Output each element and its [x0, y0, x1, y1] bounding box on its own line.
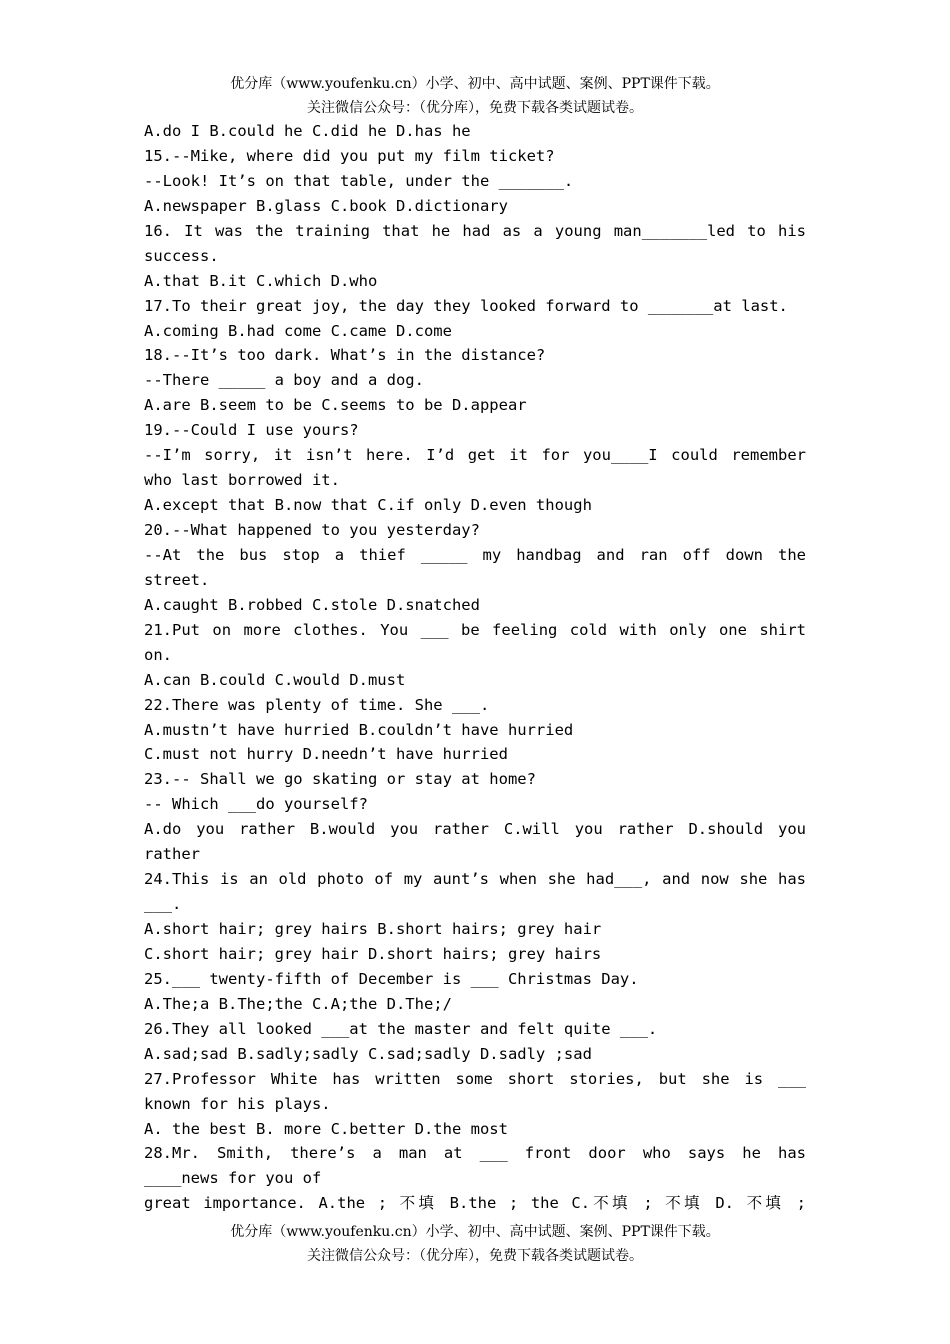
- text-line: A.can B.could C.would D.must: [144, 670, 406, 689]
- page-header: [0, 72, 950, 120]
- text-line: 21.Put on more clothes. You ___ be feeling cold with only one shirt: [144, 620, 806, 639]
- text-line: 16. It was the training that he had as a young man_______led to his: [144, 221, 806, 240]
- text-line: C.must not hurry D.needn’t have hurried: [144, 745, 508, 764]
- text-line: on.: [144, 645, 172, 664]
- text-line: --I’m sorry, it isn’t here. I’d get it for you____I could remember: [144, 446, 806, 465]
- text-line: A.mustn’t have hurried B.couldn’t have hurried: [144, 720, 574, 739]
- header-wechat-line: 关注微信公众号：（优分库），免费下载各类试题试卷。: [307, 100, 643, 116]
- text-line: A.do I B.could he C.did he D.has he: [144, 122, 471, 140]
- text-line: success.: [144, 246, 219, 265]
- text-line: A.short hair; grey hairs B.short hairs; grey hair: [144, 920, 602, 938]
- text-line: 17.To their great joy, the day they looked forward to _______at last.: [144, 296, 788, 315]
- text-line: A.caught B.robbed C.stole D.snatched: [144, 595, 480, 614]
- text-line: ____news for you of: [144, 1169, 322, 1188]
- text-line: A. the best B. more C.better D.the most: [144, 1119, 508, 1138]
- text-line: A.except that B.now that C.if only D.even though: [144, 496, 592, 515]
- text-line: known for his plays.: [144, 1094, 331, 1113]
- text-line: --There _____ a boy and a dog.: [144, 371, 424, 390]
- text-line: 23.-- Shall we go skating or stay at home?: [144, 770, 536, 789]
- text-line: 15.--Mike, where did you put my film ticket?: [144, 146, 555, 165]
- text-line: 28.Mr. Smith, there’s a man at ___ front door who says he has: [144, 1144, 806, 1163]
- footer-site-line: 优分库（www.youfenku.cn）小学、初中、高中试题、案例、PPT课件下载。: [230, 1224, 720, 1240]
- document-body: [144, 119, 806, 1216]
- text-line: great importance. A.the ; 不填 B.the ; the C.不填 ; 不填 D. 不填 ;: [144, 1194, 806, 1213]
- text-line: 18.--It’s too dark. What’s in the distance?: [144, 346, 546, 365]
- text-line: C.short hair; grey hair D.short hairs; grey hairs: [144, 944, 602, 963]
- text-line: A.newspaper B.glass C.book D.dictionary: [144, 196, 508, 215]
- text-line: A.sad;sad B.sadly;sadly C.sad;sadly D.sadly ;sad: [144, 1044, 592, 1063]
- text-line: 20.--What happened to you yesterday?: [144, 521, 480, 539]
- header-site-line: 优分库（www.youfenku.cn）小学、初中、高中试题、案例、PPT课件下载。: [230, 76, 720, 92]
- footer-wechat-line: 关注微信公众号：（优分库），免费下载各类试题试卷。: [307, 1248, 643, 1264]
- text-line: A.do you rather B.would you rather C.will you rather D.should you: [144, 820, 806, 839]
- text-line: 27.Professor White has written some short stories, but she is ___: [144, 1069, 806, 1088]
- text-line: A.that B.it C.which D.who: [144, 271, 378, 290]
- text-line: who last borrowed it.: [144, 471, 340, 490]
- text-line: 19.--Could I use yours?: [144, 421, 359, 440]
- text-line: --Look! It’s on that table, under the _______.: [144, 171, 574, 190]
- text-line: 22.There was plenty of time. She ___.: [144, 695, 490, 714]
- text-line: 26.They all looked ___at the master and felt quite ___.: [144, 1019, 658, 1038]
- text-line: A.The;a B.The;the C.A;the D.The;/: [144, 994, 452, 1013]
- text-line: 25.___ twenty-fifth of December is ___ Christmas Day.: [144, 969, 639, 988]
- text-line: street.: [144, 570, 210, 589]
- text-line: A.are B.seem to be C.seems to be D.appear: [144, 396, 527, 415]
- page-footer: [0, 1220, 950, 1268]
- text-line: 24.This is an old photo of my aunt’s when she had___, and now she has: [144, 870, 806, 889]
- text-line: --At the bus stop a thief _____ my handbag and ran off down the: [144, 545, 806, 564]
- text-line: ___.: [144, 895, 182, 914]
- text-line: rather: [144, 845, 200, 864]
- text-line: A.coming B.had come C.came D.come: [144, 321, 452, 340]
- text-line: -- Which ___do yourself?: [144, 795, 368, 814]
